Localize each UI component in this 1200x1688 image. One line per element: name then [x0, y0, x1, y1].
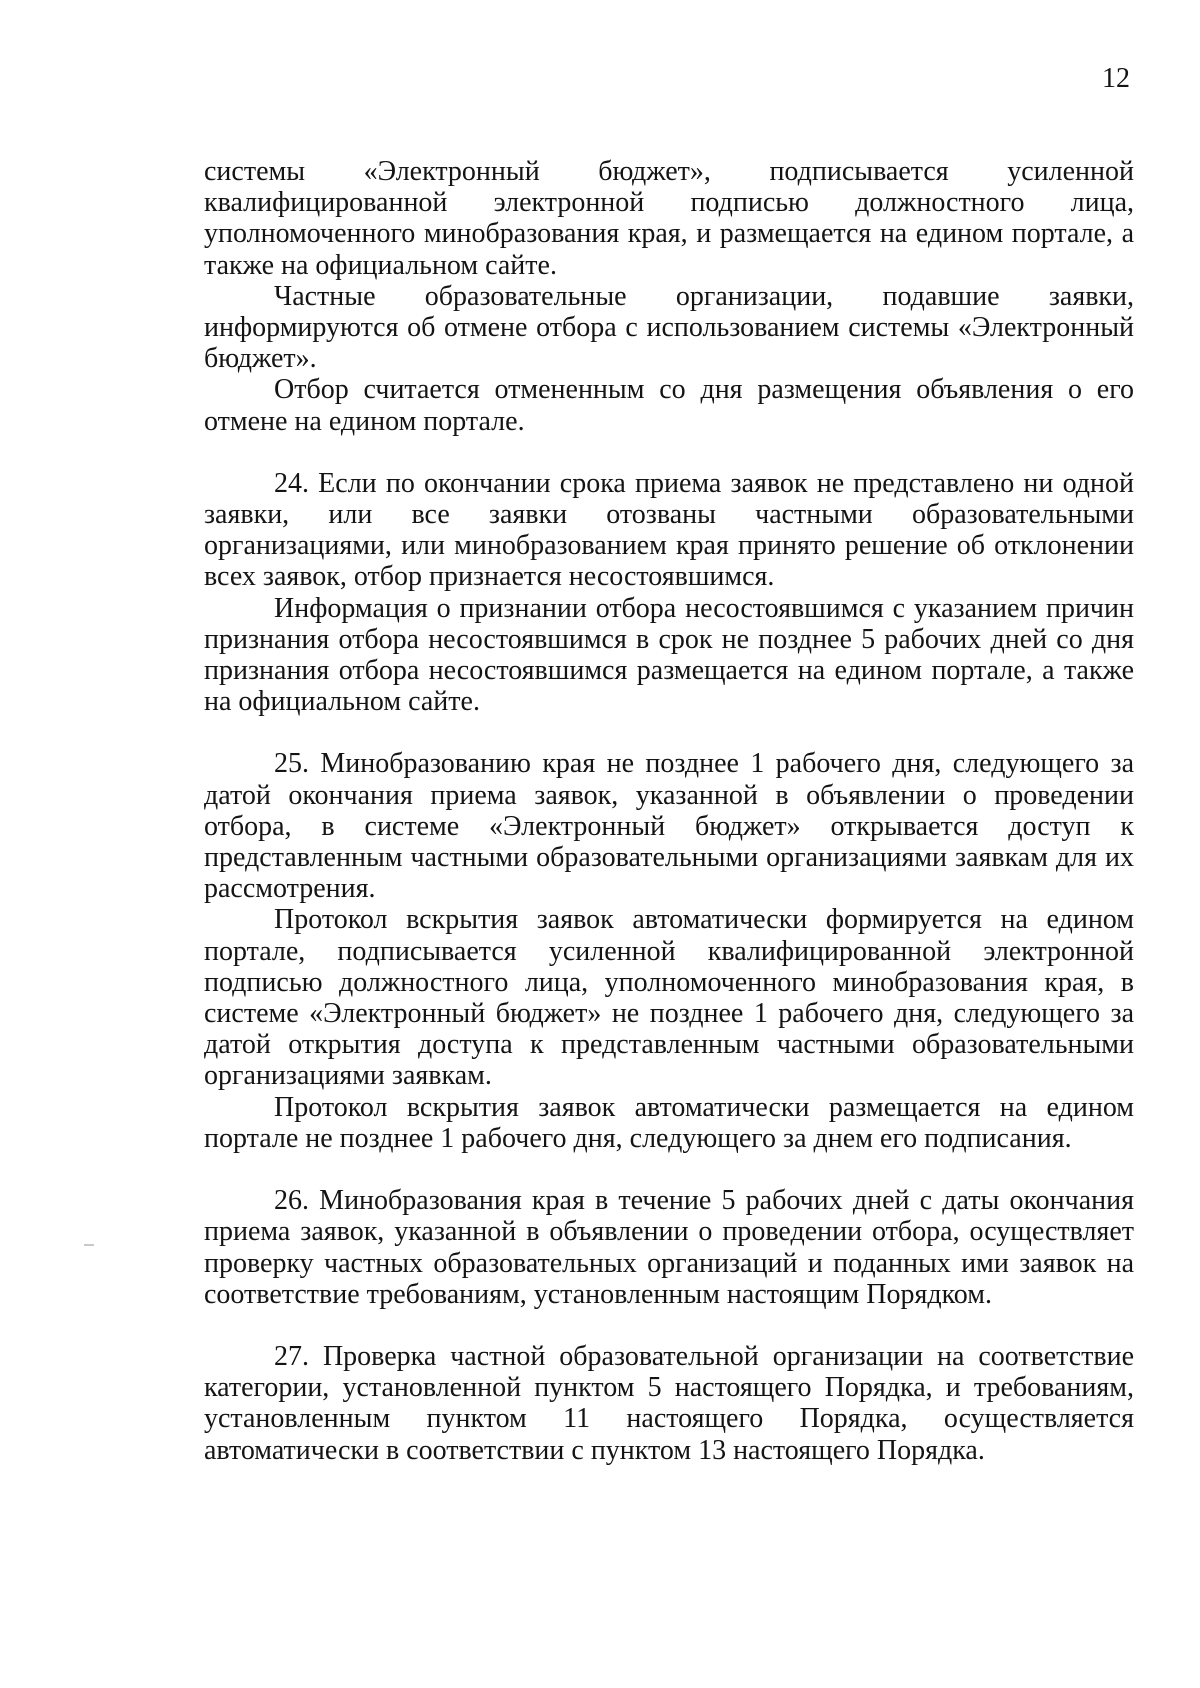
paragraph-item-25: 25. Минобразованию края не позднее 1 рабочего дня, следующего за датой окончания приема заявок, указанной в объявлении о проведении отбора, в системе «Электронный бюджет» открывается доступ к представленным частными образовательными организациями заявкам для их рассмотрения.	[204, 748, 1134, 905]
document-body	[204, 156, 1134, 1466]
scan-artifact-mark	[84, 1244, 94, 1246]
paragraph-private-orgs-notified: Частные образовательные организации, подавшие заявки, информируются об отмене отбора с использованием системы «Электронный бюджет».	[204, 280, 1134, 375]
paragraph-item-25-protocol-published: Протокол вскрытия заявок автоматически размещается на едином портале не позднее 1 рабочего дня, следующего за днем его подписания.	[204, 1091, 1134, 1154]
paragraph-item-25-protocol-formed: Протокол вскрытия заявок автоматически формируется на едином портале, подписывается усиленной квалифицированной электронной подписью должностного лица, уполномоченного минобразования края, в системе «Электронный бюджет» не позднее 1 рабочего дня, следующего за датой открытия доступа к представленным частными образовательными организациями заявкам.	[204, 904, 1134, 1092]
paragraph-continuation: системы «Электронный бюджет», подписывается усиленной квалифицированной электронной подписью должностного лица, уполномоченного минобразования края, и размещается на едином портале, а также на официальном сайте.	[204, 156, 1134, 281]
page-number: 12	[1102, 63, 1130, 94]
paragraph-item-27: 27. Проверка частной образовательной организации на соответствие категории, установленной пунктом 5 настоящего Порядка, и требованиям, установленным пунктом 11 настоящего Порядка, осуществляется автоматически в соответствии с пунктом 13 настоящего Порядка.	[204, 1340, 1134, 1466]
paragraph-selection-cancelled: Отбор считается отмененным со дня размещения объявления о его отмене на едином портале.	[204, 374, 1134, 437]
paragraph-item-24-information: Информация о признании отбора несостоявшимся с указанием причин признания отбора несостоявшимся в срок не позднее 5 рабочих дней со дня признания отбора несостоявшимся размещается на едином портале, а также на официальном сайте.	[204, 592, 1134, 718]
paragraph-item-24: 24. Если по окончании срока приема заявок не представлено ни одной заявки, или все заявки отозваны частными образовательными организациями, или минобразованием края принято решение об отклонении всех заявок, отбор признается несостоявшимся.	[204, 467, 1134, 593]
paragraph-item-26: 26. Минобразования края в течение 5 рабочих дней с даты окончания приема заявок, указанной в объявлении о проведении отбора, осуществляет проверку частных образовательных организаций и поданных ими заявок на соответствие требованиям, установленным настоящим Порядком.	[204, 1185, 1134, 1310]
